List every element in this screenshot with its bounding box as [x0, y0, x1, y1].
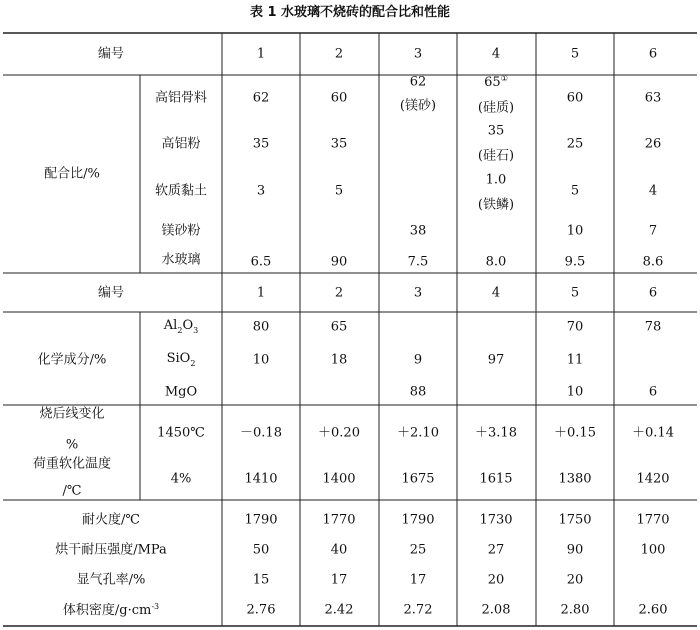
prop-cell: 2.80	[560, 602, 590, 618]
line-change-condition: 1450℃	[157, 425, 205, 441]
chem-cell: 78	[644, 319, 662, 335]
line-change-unit: %	[65, 437, 79, 453]
mix-cell: 4	[648, 183, 658, 199]
header2-num-3: 3	[413, 285, 423, 301]
prop-cell: 2.42	[324, 602, 354, 618]
footnote-mark: ①	[500, 73, 508, 83]
chem-cell: 11	[566, 352, 584, 368]
prop-cell: 1750	[558, 512, 592, 528]
prop-cell: 40	[330, 542, 348, 558]
mix-cell: 63	[644, 90, 662, 106]
mix-cell: 8.0	[485, 254, 507, 270]
soft-temp-unit: /℃	[62, 483, 82, 499]
line-change-cell: ＋0.15	[554, 425, 596, 441]
chem-cell: 65	[330, 319, 348, 335]
soft-temp-cell: 1615	[479, 471, 513, 487]
mix-cell: 6.5	[250, 254, 272, 270]
mix-cell-with-footnote	[484, 75, 508, 89]
prop-cell: 1790	[401, 512, 435, 528]
chem-cell: 70	[566, 319, 584, 335]
mix-cell: 65	[484, 75, 501, 91]
prop-cell: 25	[409, 542, 427, 558]
chem-cell: 88	[409, 384, 427, 400]
prop-cell: 2.60	[638, 602, 668, 618]
chem-row-label-sio2: SiO$_2$	[166, 351, 196, 368]
chem-row-label: MgO	[164, 384, 198, 400]
soft-temp-cell: 1675	[401, 471, 435, 487]
header2-num-1: 1	[256, 285, 266, 301]
chem-cell: 9	[413, 352, 423, 368]
mix-note: (镁砂)	[399, 98, 437, 114]
prop-cell: 20	[487, 572, 505, 588]
chem-cell: 97	[487, 352, 505, 368]
table-caption: 表 1 水玻璃不烧砖的配合比和性能	[249, 5, 451, 20]
mix-cell: 38	[409, 223, 427, 239]
mix-group-label: 配合比/%	[44, 166, 100, 182]
prop-cell: 90	[566, 542, 584, 558]
mix-cell: 60	[566, 90, 584, 106]
header-num-4: 4	[491, 46, 501, 62]
header2-num-5: 5	[570, 285, 580, 301]
mix-cell: 3	[256, 183, 266, 199]
line-change-label: 烧后线变化	[39, 406, 105, 422]
header2-num-6: 6	[648, 285, 658, 301]
header2-label: 编号	[97, 285, 125, 301]
line-change-cell: ＋0.20	[318, 425, 360, 441]
mix-cell: 35	[252, 136, 270, 152]
mix-cell: 5	[570, 183, 580, 199]
mix-cell: 1.0	[485, 172, 507, 188]
mix-row-label: 高铝骨料	[154, 90, 208, 106]
soft-temp-cell: 1410	[244, 471, 278, 487]
mix-cell: 26	[644, 136, 662, 152]
prop-cell: 1790	[244, 512, 278, 528]
mix-cell: 25	[566, 136, 584, 152]
prop-cell: 1730	[479, 512, 513, 528]
mix-cell: 90	[330, 254, 348, 270]
line-change-cell: ＋2.10	[397, 425, 439, 441]
mix-row-label: 水玻璃	[161, 252, 201, 268]
header2-num-4: 4	[491, 285, 501, 301]
line-change-cell: ＋0.14	[632, 425, 674, 441]
prop-cell: 1770	[322, 512, 356, 528]
prop-cell: 20	[566, 572, 584, 588]
header-num-3: 3	[413, 46, 423, 62]
mix-cell: 60	[330, 90, 348, 106]
prop-cell: 2.72	[403, 602, 433, 618]
mix-cell: 62	[409, 74, 427, 90]
header-num-5: 5	[570, 46, 580, 62]
mix-note: (硅质)	[477, 100, 515, 116]
prop-cell: 1770	[636, 512, 670, 528]
mix-cell: 62	[252, 90, 270, 106]
prop-cell: 15	[252, 572, 270, 588]
prop-label-density: 体积密度$/g\cdot cm^{-3}$	[62, 601, 160, 619]
line-change-cell: －0.18	[240, 425, 282, 441]
mix-cell: 5	[334, 183, 344, 199]
prop-label: 耐火度/℃	[82, 512, 140, 528]
mix-cell: 35	[487, 123, 505, 139]
chem-cell: 80	[252, 319, 270, 335]
prop-cell: 27	[487, 542, 505, 558]
chem-cell: 10	[252, 352, 270, 368]
prop-cell: 2.76	[246, 602, 276, 618]
mix-row-label: 软质黏土	[154, 183, 208, 199]
prop-cell: 50	[252, 542, 270, 558]
chem-cell: 6	[648, 384, 658, 400]
mix-note: (硅石)	[477, 148, 515, 164]
mix-cell: 35	[330, 136, 348, 152]
chem-row-label-al2o3: $Al_2O_3$	[163, 318, 199, 335]
prop-cell: 17	[330, 572, 348, 588]
mix-cell: 8.6	[642, 254, 664, 270]
line-change-cell: ＋3.18	[475, 425, 517, 441]
soft-temp-condition: 4%	[170, 471, 192, 487]
mix-cell: 7.5	[407, 254, 429, 270]
header-label: 编号	[97, 46, 125, 62]
soft-temp-cell: 1400	[322, 471, 356, 487]
mix-row-label: 高铝粉	[161, 136, 201, 152]
header-num-1: 1	[256, 46, 266, 62]
prop-label: 烘干耐压强度/MPa	[55, 542, 167, 558]
prop-cell: 2.08	[481, 602, 511, 618]
chem-cell: 10	[566, 384, 584, 400]
header-num-6: 6	[648, 46, 658, 62]
chem-group-label: 化学成分/%	[37, 352, 107, 368]
prop-cell: 100	[640, 542, 666, 558]
chem-cell: 18	[330, 352, 348, 368]
header-num-2: 2	[334, 46, 344, 62]
prop-cell: 17	[409, 572, 427, 588]
prop-label: 显气孔率/%	[76, 572, 146, 588]
soft-temp-label: 荷重软化温度	[32, 456, 112, 472]
mix-row-label: 镁砂粉	[161, 223, 201, 239]
soft-temp-cell: 1380	[558, 471, 592, 487]
header2-num-2: 2	[334, 285, 344, 301]
mix-cell: 9.5	[564, 254, 586, 270]
mix-cell: 7	[648, 223, 658, 239]
mix-cell: 10	[566, 223, 584, 239]
mix-note: (铁鳞)	[477, 197, 515, 213]
soft-temp-cell: 1420	[636, 471, 670, 487]
